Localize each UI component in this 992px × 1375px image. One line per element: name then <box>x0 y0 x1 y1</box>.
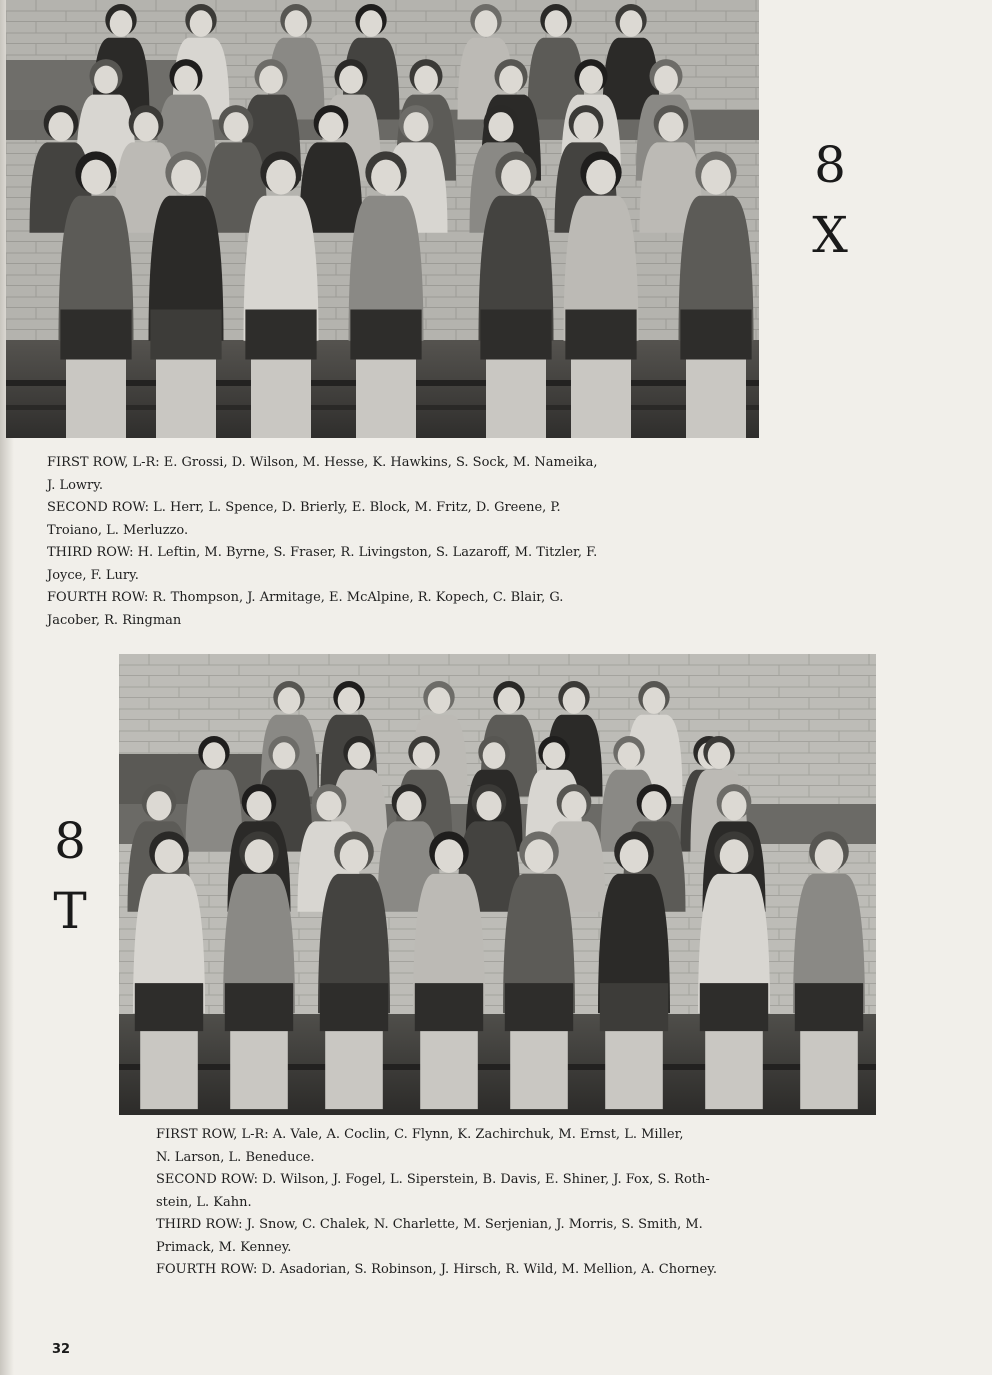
class-8t-grade: 8 <box>54 812 86 870</box>
caption-line: stein, L. Kahn. <box>156 1194 252 1210</box>
caption-line: Primack, M. Kenney. <box>156 1239 292 1255</box>
class-8x-caption <box>47 452 747 632</box>
caption-line: J. Lowry. <box>47 477 104 493</box>
class-8t-photo <box>119 654 876 1115</box>
caption-line: Joyce, F. Lury. <box>47 567 139 583</box>
class-8x-grade: 8 <box>814 136 846 194</box>
caption-line: FIRST ROW, L-R: A. Vale, A. Coclin, C. Flynn, K. Zachirchuk, M. Ernst, L. Miller, <box>156 1127 684 1142</box>
caption-line: SECOND ROW: L. Herr, L. Spence, D. Brierly, E. Block, M. Fritz, D. Greene, P. <box>47 500 561 515</box>
class-8t-label <box>40 806 100 946</box>
class-8x-photo-image <box>6 0 759 438</box>
caption-line: FOURTH ROW: D. Asadorian, S. Robinson, J. Hirsch, R. Wild, M. Mellion, A. Chorney. <box>156 1262 717 1277</box>
class-8x-photo <box>6 0 759 438</box>
caption-line: Jacober, R. Ringman <box>47 612 182 628</box>
class-8x-label <box>800 130 860 270</box>
caption-line: FOURTH ROW: R. Thompson, J. Armitage, E. McAlpine, R. Kopech, C. Blair, G. <box>47 590 564 605</box>
page-number: 32 <box>52 1342 71 1357</box>
caption-line: Troiano, L. Merluzzo. <box>47 522 189 538</box>
class-8x-homeroom: X <box>812 206 848 264</box>
caption-line: FIRST ROW, L-R: E. Grossi, D. Wilson, M. Hesse, K. Hawkins, S. Sock, M. Nameika, <box>47 455 598 470</box>
caption-line: SECOND ROW: D. Wilson, J. Fogel, L. Siperstein, B. Davis, E. Shiner, J. Fox, S. Roth- <box>156 1172 710 1187</box>
class-8t-homeroom: T <box>53 882 87 940</box>
class-8t-caption <box>156 1124 856 1282</box>
caption-line: THIRD ROW: H. Leftin, M. Byrne, S. Fraser, R. Livingston, S. Lazaroff, M. Titzler, F. <box>47 545 598 560</box>
caption-line: THIRD ROW: J. Snow, C. Chalek, N. Charlette, M. Serjenian, J. Morris, S. Smith, M. <box>156 1217 703 1232</box>
caption-line: N. Larson, L. Beneduce. <box>156 1149 315 1165</box>
class-8t-photo-image <box>119 654 876 1115</box>
